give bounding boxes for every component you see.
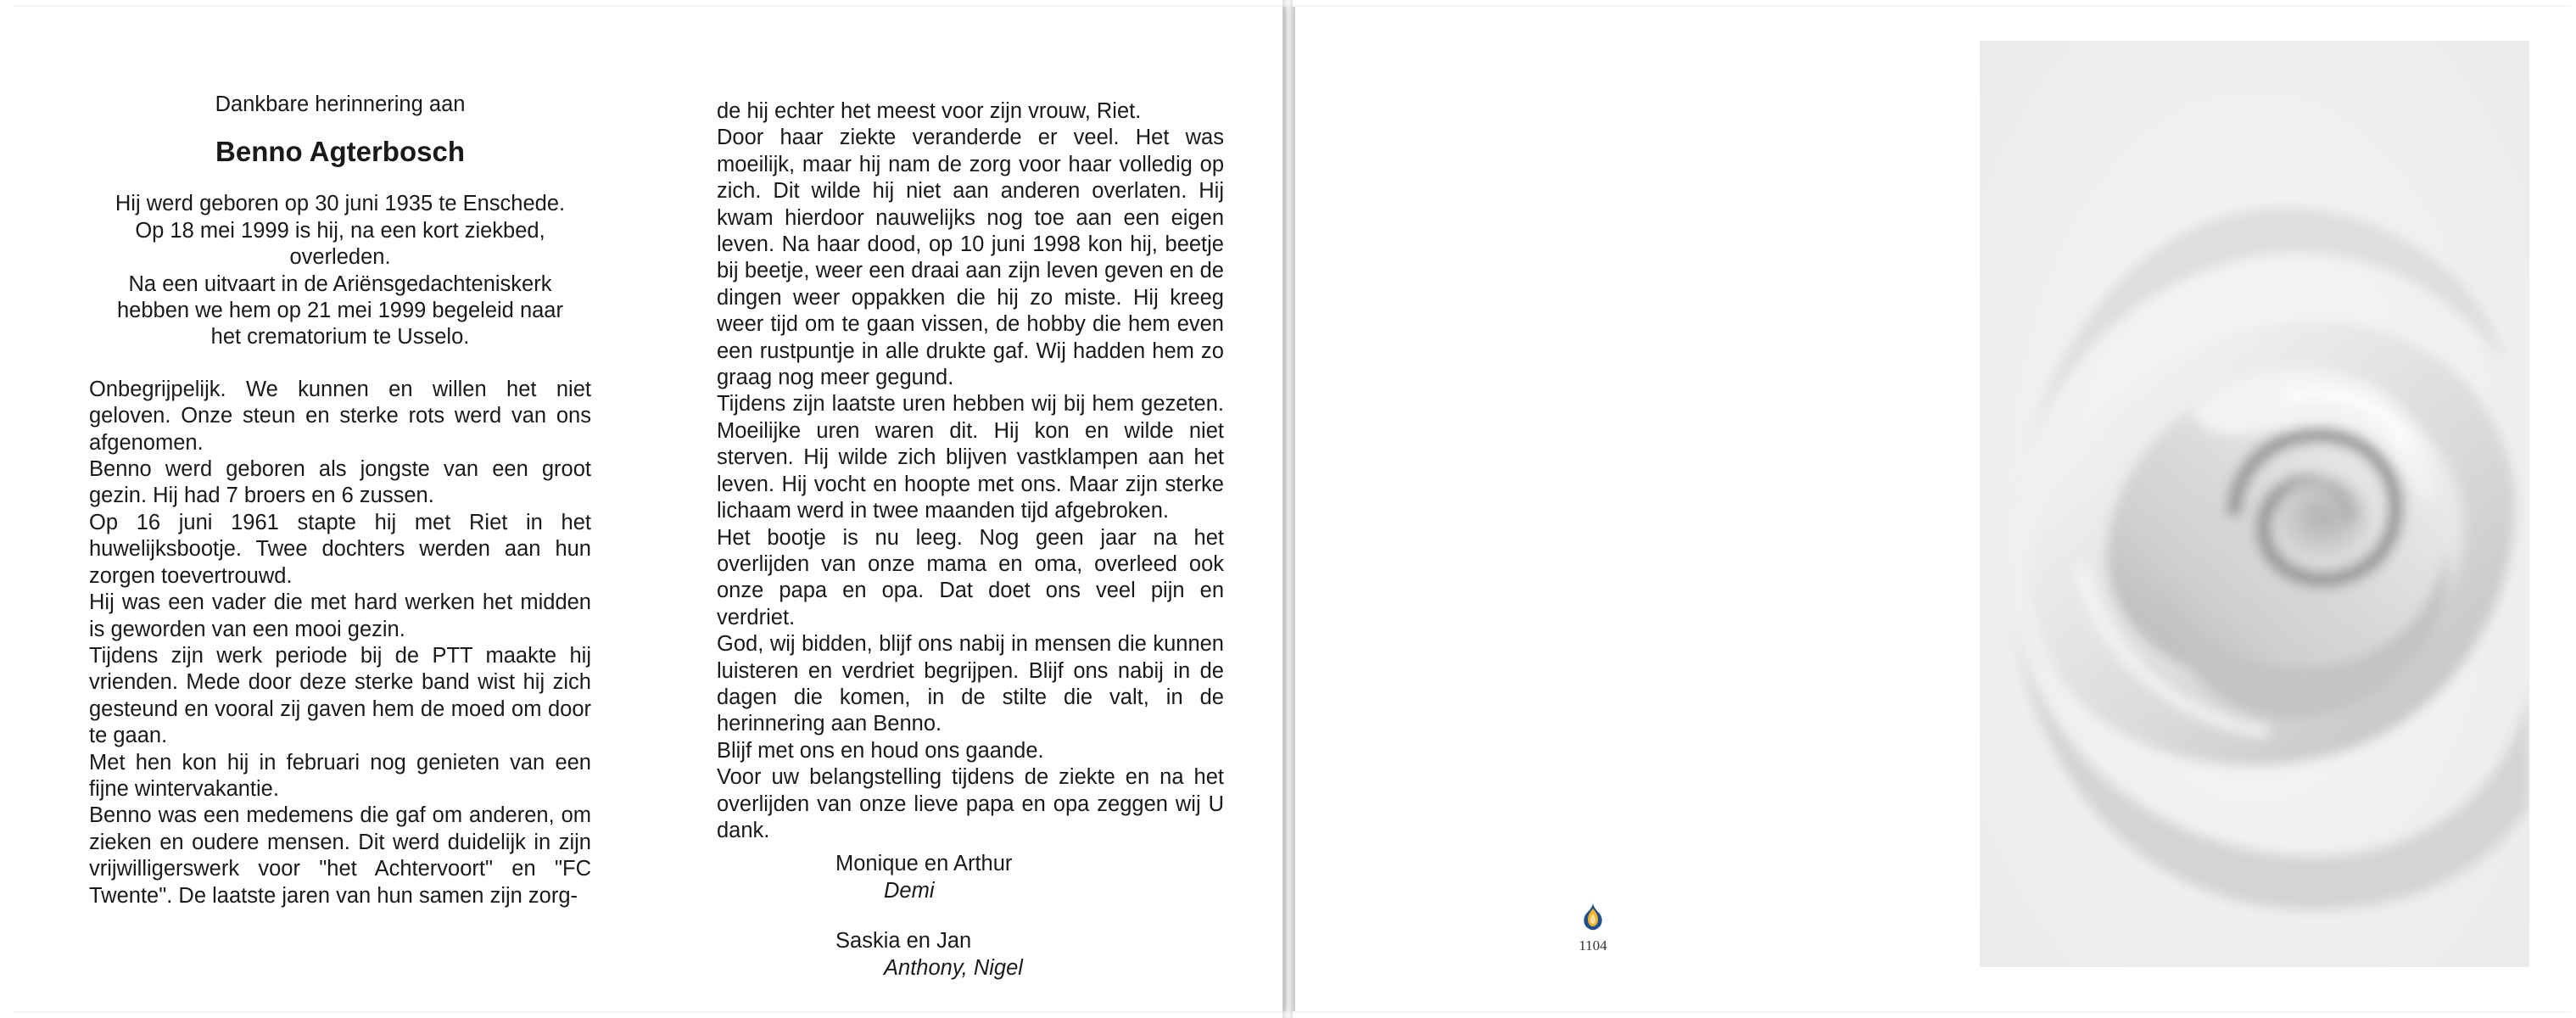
signature-children: Anthony, Nigel <box>884 955 1023 980</box>
memorial-paragraph: Hij was een vader die met hard werken het midden is geworden van een mooi gezin. <box>89 590 591 641</box>
rose-image <box>1980 41 2529 967</box>
text-column-right <box>717 98 1224 982</box>
flame-drop-logo-icon <box>1580 902 1606 932</box>
memorial-paragraph: God, wij bidden, blijf ons nabij in mensen die kunnen luisteren en verdriet begrijpen. Blijf ons nabij in de dagen die komen, in de stilte die valt, in de herinnering aan Benno. <box>717 632 1224 736</box>
memorial-paragraph: Blijf met ons en houd ons gaande. <box>717 738 1044 763</box>
printer-number: 1104 <box>1579 937 1607 954</box>
memorial-paragraph: Door haar ziekte veranderde er veel. Het was moeilijk, maar hij nam de zorg voor haar volledig op zich. Dit wilde hij niet aan anderen overlaten. Hij kwam hierdoor nauwelijks nog toe aan een eigen leven. Na haar dood, op 10 juni 1998 kon hij, beetje bij beetje, weer een draai aan zijn leven geven en de dingen weer oppakken die hij zo miste. Hij kreeg weer tijd om te gaan vissen, de hobby die hem even een rustpuntje in alle drukte gaf. Wij hadden hem zo graag nog meer gegund. <box>717 126 1224 390</box>
memorial-paragraph: Benno werd geboren als jongste van een groot gezin. Hij had 7 broers en 6 zussen. <box>89 457 591 508</box>
memorial-paragraph: Met hen kon hij in februari nog genieten van een fijne wintervakantie. <box>89 750 591 801</box>
fact-line: Hij werd geboren op 30 juni 1935 te Enschede. <box>115 192 566 216</box>
life-facts <box>89 191 591 350</box>
memorial-paragraph: Op 16 juni 1961 stapte hij met Riet in het huwelijksbootje. Twee dochters werden aan hun zorgen toevertrouwd. <box>89 510 591 588</box>
rose-photo <box>1980 41 2529 967</box>
signature-parents: Monique en Arthur <box>835 852 1013 876</box>
memorial-paragraph: Tijdens zijn laatste uren hebben wij bij hem gezeten. Moeilijke uren waren dit. Hij kon en wilde niet sterven. Hij wilde zich blijven vastklampen aan het leven. Hij vocht en hoopte met ons. Maar zijn sterke lichaam werd in twee maanden tijd afgebroken. <box>717 392 1224 523</box>
deceased-name: Benno Agterbosch <box>215 136 465 168</box>
intro-text: Dankbare herinnering aan <box>215 92 466 116</box>
fact-line: hebben we hem op 21 mei 1999 begeleid naar <box>117 299 563 323</box>
fact-line: Na een uitvaart in de Ariënsgedachteniskerk <box>128 271 552 296</box>
memorial-paragraph: de hij echter het meest voor zijn vrouw, Riet. <box>717 99 1142 123</box>
fact-line: Op 18 mei 1999 is hij, na een kort ziekbed, <box>135 218 545 243</box>
memorial-paragraph: Onbegrijpelijk. We kunnen en willen het niet geloven. Onze steun en sterke rots werd van ons afgenomen. <box>89 377 591 455</box>
family-signatures <box>835 851 1224 982</box>
signature-children: Demi <box>884 878 935 903</box>
card-inner-spread <box>10 7 1286 1011</box>
memorial-paragraph: Voor uw belangstelling tijdens de ziekte en na het overlijden van onze lieve papa en opa zeggen wij U dank. <box>717 765 1224 842</box>
signature-parents: Saskia en Jan <box>835 929 972 954</box>
printer-mark <box>1569 902 1617 954</box>
memorial-paragraph: Benno was een medemens die gaf om anderen, om zieken en oudere mensen. Dit werd duidelijk in zijn vrijwilligerswerk voor "het Achtervoort" en "FC Twente". De laatste jaren van hun samen zijn zorg- <box>89 803 591 908</box>
text-column-left <box>89 92 591 909</box>
memorial-paragraph: Het bootje is nu leeg. Nog geen jaar na het overlijden van onze mama en oma, overleed ook onze papa en opa. Dat doet ons veel pijn en verdriet. <box>717 525 1224 629</box>
memorial-paragraph: Tijdens zijn werk periode bij de PTT maakte hij vrienden. Mede door deze sterke band wist hij zich gesteund en vooral zij gaven hem de moed om door te gaan. <box>89 643 591 748</box>
fact-line: het crematorium te Usselo. <box>210 325 470 350</box>
fact-line: overleden. <box>289 245 391 270</box>
